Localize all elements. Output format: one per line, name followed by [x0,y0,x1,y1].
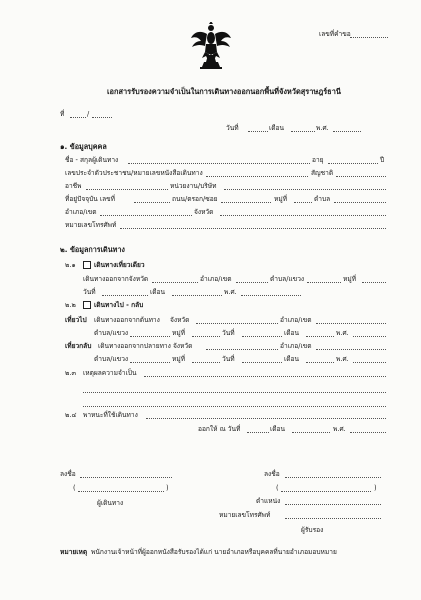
issued-year-field[interactable] [350,432,386,433]
outbound-tambon-field[interactable] [130,336,170,337]
reason-field-line-2[interactable] [83,392,386,393]
return-tambon-field[interactable] [130,362,170,363]
phone-field[interactable] [120,228,386,229]
oneway-number: ๒.๑ [65,261,76,269]
certifier-signature-field[interactable] [285,477,381,478]
oneway-date-field[interactable] [102,295,148,296]
request-number-field[interactable] [350,37,388,38]
tambon-field[interactable] [334,202,386,203]
certifier-open-paren: ( [276,484,279,492]
name-field[interactable] [128,163,310,164]
ref-slash: / [87,110,90,118]
oneway-moo-label: หมู่ที่ [343,275,357,283]
return-moo-label: หมู่ที่ [172,355,186,363]
age-field[interactable] [328,163,378,164]
nationality-field[interactable] [336,176,386,177]
occupation-label: อาชีพ [65,182,82,190]
certifier-sign-label: ลงชื่อ [264,470,280,478]
ref-year-field[interactable] [92,117,112,118]
certifier-phone-label: หมายเลขโทรศัพท์ [219,511,271,519]
province-label: จังหวัด [194,208,214,216]
traveler-label: ผู้เดินทาง [97,499,124,507]
oneway-tambon-label: ตำบล/แขวง [270,275,305,283]
oneway-label: เดินทางเที่ยวเดียว [94,261,145,269]
section-1-heading: ๑. ข้อมูลบุคคล [60,142,107,151]
address-number-label: ที่อยู่ปัจจุบัน เลขที่ [65,195,116,203]
agency-label: หน่วยงาน/บริษัท [170,182,217,190]
traveler-sign-label: ลงชื่อ [60,470,76,478]
vehicle-number: ๒.๔ [65,411,77,419]
outbound-label: เที่ยวไป [65,316,87,324]
oneway-month-label: เดือน [150,288,166,296]
age-label: อายุ [312,156,324,164]
oneway-from-label: เดินทางออกจากจังหวัด [83,275,149,283]
return-date-label: วันที่ [222,355,235,363]
return-amphoe-label: อำเภอ/เขต [280,342,312,350]
return-year-field[interactable] [353,362,386,363]
id-label: เลขประจำตัวประชาชน/หมายเลขหนังสือเดินทาง [65,169,203,177]
note-label: หมายเหตุ [60,548,88,556]
id-field[interactable] [206,176,308,177]
return-year-label: พ.ศ. [336,355,349,363]
outbound-date-label: วันที่ [222,329,235,337]
oneway-tambon-field[interactable] [307,282,341,283]
return-text: เดินทางออกจากปลายทาง จังหวัด [98,342,193,350]
return-tambon-label: ตำบล/แขวง [94,355,129,363]
moo-label: หมู่ที่ [274,195,288,203]
reason-number: ๒.๓ [65,369,76,377]
return-month-label: เดือน [284,355,300,363]
header-date-label: วันที่ [226,124,239,132]
province-field[interactable] [220,215,386,216]
traveler-close-paren: ) [166,484,169,492]
oneway-date-label: วันที่ [83,288,96,296]
garuda-emblem-icon [190,22,232,70]
outbound-year-field[interactable] [353,336,386,337]
issued-month-label: เดือน [270,425,286,433]
issued-year-label: พ.ศ. [333,425,346,433]
amphoe-field[interactable] [100,215,192,216]
section-2-heading: ๒. ข้อมูลการเดินทาง [60,245,125,254]
ref-number-field[interactable] [70,117,86,118]
oneway-month-field[interactable] [172,295,222,296]
certifier-position-label: ตำแหน่ง [256,497,281,505]
phone-label: หมายเลขโทรศัพท์ [65,221,117,229]
return-date-field[interactable] [242,362,282,363]
tambon-label: ตำบล [314,195,331,203]
moo-field[interactable] [294,202,312,203]
return-month-field[interactable] [306,362,334,363]
header-year-label: พ.ศ. [316,124,329,132]
request-number-label: เลขที่คำขอ [319,30,351,38]
outbound-moo-field[interactable] [192,336,220,337]
issued-date-label: ออกให้ ณ วันที่ [198,425,241,433]
outbound-province-field[interactable] [196,323,278,324]
issued-month-field[interactable] [292,432,330,433]
certifier-name-field[interactable] [281,491,371,492]
header-date-field[interactable] [248,131,268,132]
road-field[interactable] [221,202,271,203]
traveler-open-paren: ( [73,484,76,492]
amphoe-label: อำเภอ/เขต [65,208,97,216]
occupation-field[interactable] [86,189,168,190]
vehicle-label: พาหนะที่ใช้เดินทาง [83,411,138,419]
agency-field[interactable] [224,189,386,190]
oneway-moo-field[interactable] [362,282,386,283]
oneway-year-field[interactable] [241,295,301,296]
vehicle-field[interactable] [146,418,386,419]
outbound-amphoe-field[interactable] [316,323,386,324]
header-month-label: เดือน [269,124,285,132]
outbound-province-label: จังหวัด [170,316,190,324]
nationality-label: สัญชาติ [311,169,334,177]
note-text: พนักงานเจ้าหน้าที่ผู้ออกหนังสือรับรองได้แก่ นายอำเภอหรือบุคคลที่นายอำเภอมอบหมาย [91,548,337,556]
issued-date-field[interactable] [247,432,269,433]
certifier-phone-field[interactable] [285,518,381,519]
road-label: ถนน/ตรอก/ซอย [172,195,218,203]
oneway-year-label: พ.ศ. [224,288,237,296]
return-amphoe-field[interactable] [316,349,386,350]
ref-label: ที่ [60,110,65,118]
outbound-date-field[interactable] [242,336,282,337]
outbound-text: เดินทางออกจากต้นทาง [94,316,160,324]
age-unit: ปี [380,156,385,164]
oneway-amphoe-field[interactable] [236,282,268,283]
roundtrip-checkbox[interactable] [83,301,91,309]
outbound-year-label: พ.ศ. [336,329,349,337]
certifier-position-field[interactable] [285,504,381,505]
header-year-field[interactable] [333,131,361,132]
outbound-month-field[interactable] [306,336,334,337]
name-label: ชื่อ - สกุลผู้เดินทาง [65,156,119,164]
outbound-moo-label: หมู่ที่ [172,329,186,337]
traveler-name-field[interactable] [78,491,164,492]
outbound-tambon-label: ตำบล/แขวง [94,329,129,337]
outbound-amphoe-label: อำเภอ/เขต [280,316,312,324]
roundtrip-label: เดินทางไป - กลับ [94,301,144,309]
outbound-month-label: เดือน [284,329,300,337]
document-title: เอกสารรับรองความจำเป็นในการเดินทางออกนอกพื้นที่จังหวัดสุราษฎร์ธานี [107,87,341,96]
reason-field-line-3[interactable] [83,406,386,407]
certifier-label: ผู้รับรอง [301,526,324,534]
traveler-signature-field[interactable] [80,477,172,478]
return-moo-field[interactable] [192,362,220,363]
reason-field-line-1[interactable] [144,376,386,377]
oneway-checkbox[interactable] [83,261,91,269]
roundtrip-number: ๒.๒ [65,301,76,309]
return-province-field[interactable] [206,349,278,350]
address-number-field[interactable] [134,202,170,203]
reason-label: เหตุผลความจำเป็น [83,369,137,377]
oneway-province-field[interactable] [152,282,198,283]
header-month-field[interactable] [291,131,315,132]
certifier-close-paren: ) [374,484,377,492]
oneway-amphoe-label: อำเภอ/เขต [200,275,232,283]
return-label: เที่ยวกลับ [65,342,92,350]
